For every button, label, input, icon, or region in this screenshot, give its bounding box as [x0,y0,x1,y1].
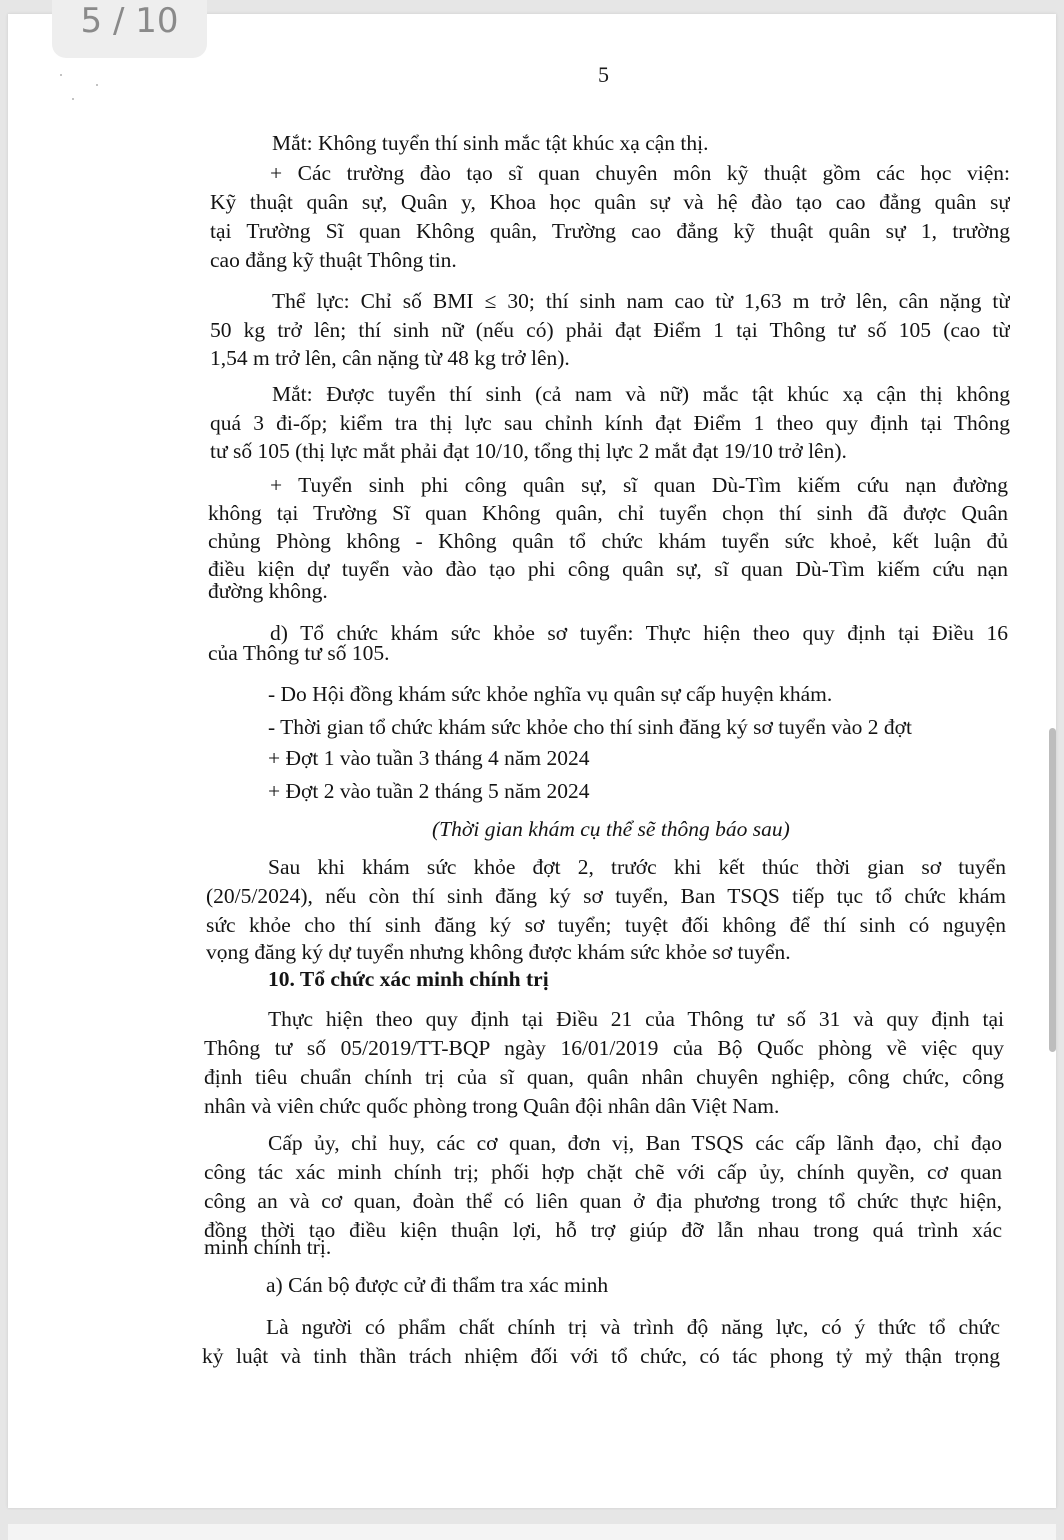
text-line: đường không. [208,579,328,603]
text-line: d) Tổ chức khám sức khỏe sơ tuyển: Thực hiện theo quy định tại Điều 16 [270,621,1008,645]
text-line: sức khỏe cho thí sinh đăng ký sơ tuyển; tuyệt đối không để thí sinh có nguyện [206,913,1006,937]
text-line: vọng đăng ký dự tuyển nhưng không được khám sức khỏe sơ tuyển. [206,940,791,964]
text-line: công tác xác minh chính trị; phối hợp chặt chẽ với cấp ủy, chính quyền, cơ quan [204,1160,1002,1184]
text-line: Sau khi khám sức khỏe đợt 2, trước khi kết thúc thời gian sơ tuyển [268,855,1006,879]
text-line: + Các trường đào tạo sĩ quan chuyên môn kỹ thuật gồm các học viện: [270,161,1010,185]
text-line: - Thời gian tổ chức khám sức khỏe cho thí sinh đăng ký sơ tuyển vào 2 đợt [268,715,912,739]
page-number: 5 [598,62,609,87]
vertical-scrollbar[interactable] [1049,728,1056,1052]
text-line: chủng Phòng không - Không quân tổ chức khám tuyển sức khoẻ, kết luận đủ [208,529,1008,553]
text-line: + Đợt 2 vào tuần 2 tháng 5 năm 2024 [268,779,590,803]
text-line: Là người có phẩm chất chính trị và trình độ năng lực, có ý thức tổ chức [266,1315,1000,1339]
text-line: kỷ luật và tinh thần trách nhiệm đối với tổ chức, có tác phong tỷ mỷ thận trọng [202,1344,1000,1368]
text-line: (Thời gian khám cụ thể sẽ thông báo sau) [432,817,790,841]
text-line: Thể lực: Chỉ số BMI ≤ 30; thí sinh nam cao từ 1,63 m trở lên, cân nặng từ [272,289,1010,313]
page-indicator: 5 / 10 [52,0,207,58]
text-line: - Do Hội đồng khám sức khỏe nghĩa vụ quân sự cấp huyện khám. [268,682,833,706]
text-line: 50 kg trở lên; thí sinh nữ (nếu có) phải đạt Điểm 1 tại Thông tư số 105 (cao từ [210,318,1010,342]
section-heading: 10. Tổ chức xác minh chính trị [268,967,549,991]
text-line: Kỹ thuật quân sự, Quân y, Khoa học quân sự và hệ đào tạo cao đẳng quân sự [210,190,1010,214]
text-line: đồng thời tạo điều kiện thuận lợi, hỗ trợ giúp đỡ lẫn nhau trong quá trình xác [204,1218,1002,1242]
scan-speck [96,84,98,86]
text-line: a) Cán bộ được cử đi thẩm tra xác minh [266,1273,609,1297]
text-line: 1,54 m trở lên, cân nặng từ 48 kg trở lên). [210,346,570,370]
scan-speck [72,98,74,100]
text-line: nhân và viên chức quốc phòng trong Quân đội nhân dân Việt Nam. [204,1094,780,1118]
text-line: quá 3 đi-ốp; kiểm tra thị lực sau chỉnh kính đạt Điểm 1 theo quy định tại Thông [210,411,1010,435]
text-line: Cấp ủy, chỉ huy, các cơ quan, đơn vị, Ban TSQS các cấp lãnh đạo, chỉ đạo [268,1131,1002,1155]
text-line: tư số 105 (thị lực mắt phải đạt 10/10, tổng thị lực 2 mắt đạt 19/10 trở lên). [210,439,847,463]
text-line: cao đẳng kỹ thuật Thông tin. [210,248,457,272]
text-line: Mắt: Không tuyển thí sinh mắc tật khúc xạ cận thị. [272,131,709,155]
text-line: + Tuyển sinh phi công quân sự, sĩ quan Dù-Tìm kiếm cứu nạn đường [270,473,1008,497]
text-line: Thực hiện theo quy định tại Điều 21 của Thông tư số 31 và quy định tại [268,1007,1004,1031]
text-line: tại Trường Sĩ quan Không quân, Trường cao đẳng kỹ thuật quân sự 1, trường [210,219,1010,243]
text-line: Mắt: Được tuyển thí sinh (cả nam và nữ) mắc tật khúc xạ cận thị không [272,382,1010,406]
text-line: (20/5/2024), nếu còn thí sinh đăng ký sơ tuyển, Ban TSQS tiếp tục tổ chức khám [206,884,1006,908]
next-page-edge [8,1524,1056,1540]
text-line: minh chính trị. [204,1235,332,1259]
text-line: + Đợt 1 vào tuần 3 tháng 4 năm 2024 [268,746,590,770]
text-line: không tại Trường Sĩ quan Không quân, chỉ tuyển chọn thí sinh đã được Quân [208,501,1008,525]
text-line: điều kiện dự tuyển vào đào tạo phi công quân sự, sĩ quan Dù-Tìm kiếm cứu nạn [208,557,1008,581]
scan-speck [60,74,62,76]
text-line: của Thông tư số 105. [208,641,390,665]
text-line: công an và cơ quan, đoàn thể có liên quan ở địa phương trong tổ chức thực hiện, [204,1189,1002,1213]
text-line: định tiêu chuẩn chính trị của sĩ quan, quân nhân chuyên nghiệp, công chức, công [204,1065,1004,1089]
text-line: Thông tư số 05/2019/TT-BQP ngày 16/01/2019 của Bộ Quốc phòng về việc quy [204,1036,1004,1060]
